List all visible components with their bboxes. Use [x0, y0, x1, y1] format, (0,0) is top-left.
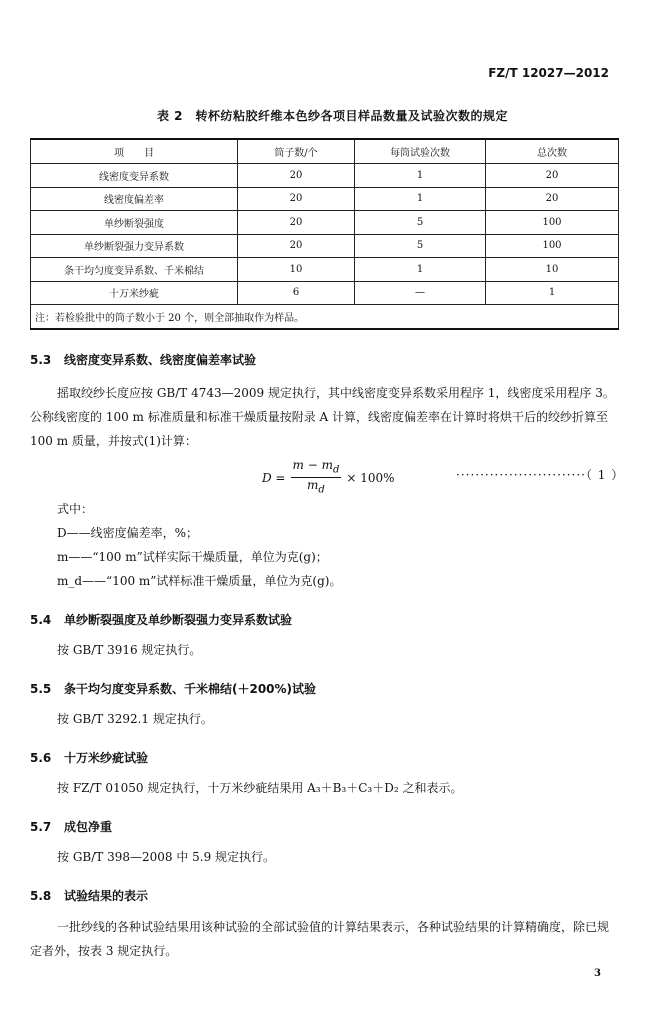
formula-lhs: D = — [262, 470, 286, 485]
col-header-tests-per-bobbin: 每筒试验次数 — [355, 139, 486, 164]
definition-m: m——“100 m”试样实际干燥质量，单位为克(g)； — [57, 550, 328, 564]
section-5-6-heading — [30, 749, 148, 766]
section-number: 5.3 — [30, 353, 52, 367]
table-cell: 20 — [238, 211, 355, 235]
definition-d: D——线密度偏差率，%； — [57, 526, 199, 540]
table-cell: 条干均匀度变异系数、千米棉结 — [31, 258, 238, 282]
table-title: 表 2 转杯纺粘胶纤维本色纱各项目样品数量及试验次数的规定 — [156, 109, 509, 123]
table-row — [31, 234, 619, 258]
formula-numerator-sub: d — [332, 464, 340, 476]
formula-fraction — [291, 458, 342, 498]
table-cell: 10 — [486, 258, 619, 282]
section-5-7-paragraph: 按 GB/T 398—2008 中 5.9 规定执行。 — [57, 850, 276, 864]
table-cell: 单纱断裂强力变异系数 — [31, 234, 238, 258]
table-cell: 单纱断裂强度 — [31, 211, 238, 235]
formula-1 — [262, 458, 395, 498]
section-5-5-heading — [30, 680, 316, 697]
table-cell: 10 — [238, 258, 355, 282]
section-number: 5.5 — [30, 682, 52, 696]
table-cell: 20 — [486, 164, 619, 188]
section-number: 5.7 — [30, 820, 52, 834]
col-header-total: 总次数 — [486, 139, 619, 164]
formula-denominator: m — [307, 478, 319, 493]
formula-rhs: × 100% — [346, 470, 395, 485]
section-5-6-paragraph: 按 FZ/T 01050 规定执行，十万米纱疵结果用 A₃＋B₃＋C₃＋D₂ 之和表示。 — [57, 781, 463, 795]
table-cell: 20 — [238, 234, 355, 258]
section-5-8-paragraph: 一批纱线的各种试验结果用该种试验的全部试验值的计算结果表示，各种试验结果的计算精确度，除已规定者外，按表 3 规定执行。 — [30, 920, 610, 958]
col-header-bobbins: 筒子数/个 — [238, 139, 355, 164]
table-row — [31, 211, 619, 235]
table-row — [31, 258, 619, 282]
equation-number: ···························（ 1 ） — [456, 468, 625, 482]
table-cell: 线密度变异系数 — [31, 164, 238, 188]
table-row — [31, 281, 619, 305]
sample-table — [30, 138, 619, 330]
section-title: 条干均匀度变异系数、千米棉结(＋200%)试验 — [64, 682, 317, 696]
where-label: 式中： — [57, 502, 94, 516]
table-cell: — — [355, 281, 486, 305]
table-cell: 1 — [355, 258, 486, 282]
section-title: 线密度变异系数、线密度偏差率试验 — [64, 353, 257, 367]
section-title: 十万米纱疵试验 — [64, 751, 149, 765]
section-5-5-paragraph: 按 GB/T 3292.1 规定执行。 — [57, 712, 213, 726]
table-header-row — [31, 139, 619, 164]
section-title: 试验结果的表示 — [64, 889, 149, 903]
table-cell: 20 — [238, 164, 355, 188]
section-5-3-heading — [30, 351, 256, 368]
section-number: 5.4 — [30, 613, 52, 627]
section-5-7-heading — [30, 818, 112, 835]
section-title: 成包净重 — [64, 820, 113, 834]
table-cell: 100 — [486, 211, 619, 235]
table-cell: 5 — [355, 234, 486, 258]
formula-denominator-sub: d — [318, 484, 325, 496]
table-row — [31, 164, 619, 188]
table-row — [31, 187, 619, 211]
table-cell: 6 — [238, 281, 355, 305]
page-number: 3 — [594, 968, 601, 979]
formula-numerator: m − m — [292, 458, 333, 472]
table-note: 注：若检验批中的筒子数小于 20 个，则全部抽取作为样品。 — [31, 305, 619, 329]
table-cell: 5 — [355, 211, 486, 235]
section-number: 5.8 — [30, 889, 52, 903]
col-header-item: 项 目 — [31, 139, 238, 164]
section-title: 单纱断裂强度及单纱断裂强力变异系数试验 — [64, 613, 293, 627]
table-note-row — [31, 305, 619, 329]
section-5-8-heading — [30, 887, 148, 904]
standard-code: FZ/T 12027—2012 — [488, 66, 609, 80]
section-5-4-paragraph: 按 GB/T 3916 规定执行。 — [57, 643, 202, 657]
table-cell: 20 — [238, 187, 355, 211]
section-number: 5.6 — [30, 751, 52, 765]
definition-md: m_d——“100 m”试样标准干燥质量，单位为克(g)。 — [57, 574, 342, 588]
table-cell: 100 — [486, 234, 619, 258]
table-cell: 1 — [355, 164, 486, 188]
table-cell: 线密度偏差率 — [31, 187, 238, 211]
section-5-3-paragraph: 摇取绞纱长度应按 GB/T 4743—2009 规定执行，其中线密度变异系数采用程序 1，线密度采用程序 3。公称线密度的 100 m 标准质量和标准干燥质量按附录 A 计算，线密度偏差率在计算时将烘干后的绞纱折算至 100 m 质量，并按式(1)计算： — [30, 386, 615, 448]
section-5-4-heading — [30, 611, 292, 628]
table-cell: 1 — [355, 187, 486, 211]
table-cell: 20 — [486, 187, 619, 211]
table-cell: 1 — [486, 281, 619, 305]
table-cell: 十万米纱疵 — [31, 281, 238, 305]
